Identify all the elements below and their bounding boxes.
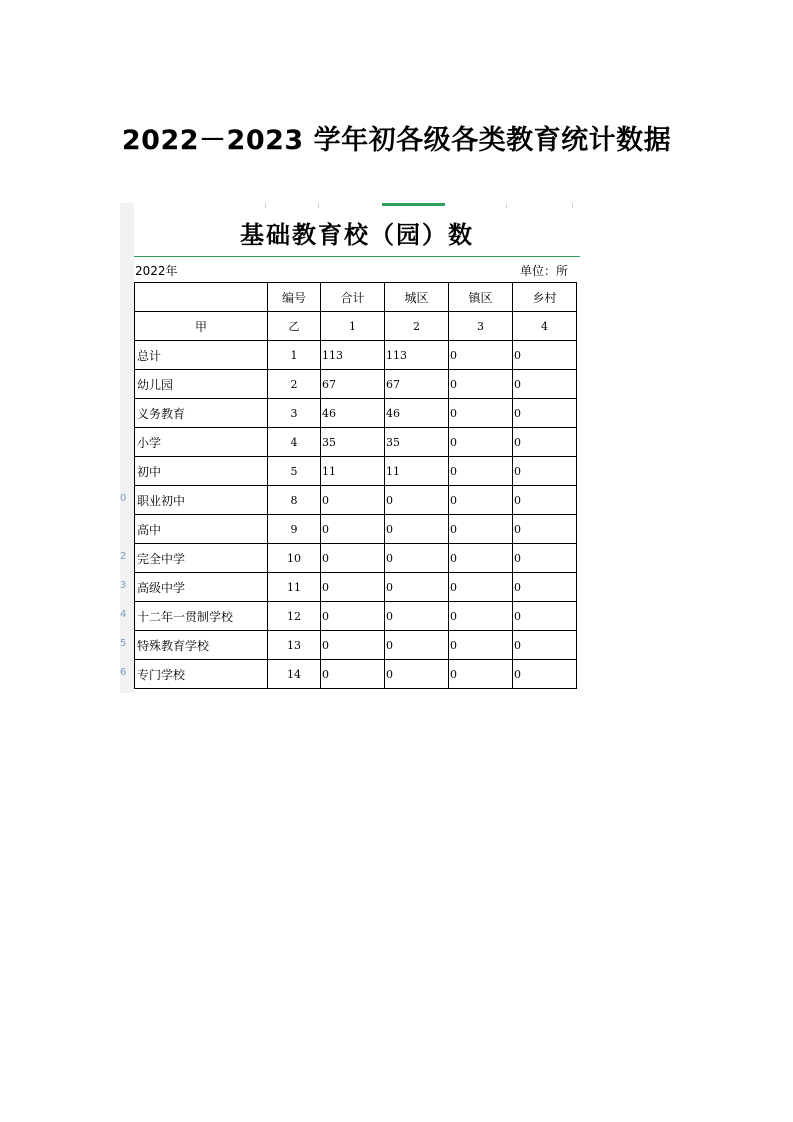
rural-cell: 0 bbox=[513, 515, 577, 544]
row-number-marker: 4 bbox=[120, 609, 127, 620]
active-cell-indicator bbox=[382, 203, 445, 206]
table-heading: 基础教育校（园）数 bbox=[240, 220, 474, 249]
table-header-row bbox=[135, 283, 577, 312]
town-cell: 0 bbox=[449, 573, 513, 602]
table-row bbox=[135, 370, 577, 399]
table-row bbox=[135, 544, 577, 573]
total-cell: 113 bbox=[321, 341, 385, 370]
total-cell: 0 bbox=[321, 486, 385, 515]
rural-cell: 0 bbox=[513, 370, 577, 399]
header-cell bbox=[135, 283, 268, 312]
total-cell: 11 bbox=[321, 457, 385, 486]
column-tick bbox=[506, 203, 507, 208]
town-cell: 0 bbox=[449, 399, 513, 428]
row-name-cell: 高中 bbox=[135, 515, 268, 544]
row-name-cell: 总计 bbox=[135, 341, 268, 370]
row-name-cell: 初中 bbox=[135, 457, 268, 486]
row-name-cell: 义务教育 bbox=[135, 399, 268, 428]
urban-cell: 67 bbox=[385, 370, 449, 399]
index-cell: 4 bbox=[513, 312, 577, 341]
total-cell: 0 bbox=[321, 544, 385, 573]
row-name-cell: 专门学校 bbox=[135, 660, 268, 689]
row-code-cell: 5 bbox=[268, 457, 321, 486]
rural-cell: 0 bbox=[513, 486, 577, 515]
row-code-cell: 4 bbox=[268, 428, 321, 457]
index-cell: 2 bbox=[385, 312, 449, 341]
header-cell: 乡村 bbox=[513, 283, 577, 312]
table-row bbox=[135, 399, 577, 428]
table-row bbox=[135, 515, 577, 544]
row-name-cell: 小学 bbox=[135, 428, 268, 457]
row-code-cell: 8 bbox=[268, 486, 321, 515]
year-label: 2022年 bbox=[135, 264, 178, 278]
rural-cell: 0 bbox=[513, 602, 577, 631]
table-row bbox=[135, 341, 577, 370]
total-cell: 67 bbox=[321, 370, 385, 399]
row-name-cell: 职业初中 bbox=[135, 486, 268, 515]
row-number-marker: 3 bbox=[120, 580, 127, 591]
total-cell: 0 bbox=[321, 660, 385, 689]
index-cell: 3 bbox=[449, 312, 513, 341]
row-code-cell: 2 bbox=[268, 370, 321, 399]
urban-cell: 0 bbox=[385, 631, 449, 660]
row-name-cell: 完全中学 bbox=[135, 544, 268, 573]
urban-cell: 113 bbox=[385, 341, 449, 370]
heading-underline bbox=[134, 256, 580, 257]
row-name-cell: 特殊教育学校 bbox=[135, 631, 268, 660]
total-cell: 0 bbox=[321, 573, 385, 602]
rural-cell: 0 bbox=[513, 428, 577, 457]
town-cell: 0 bbox=[449, 457, 513, 486]
table-row bbox=[135, 457, 577, 486]
rural-cell: 0 bbox=[513, 660, 577, 689]
table-row bbox=[135, 573, 577, 602]
row-code-cell: 9 bbox=[268, 515, 321, 544]
row-number-marker: 6 bbox=[120, 667, 127, 678]
urban-cell: 0 bbox=[385, 602, 449, 631]
column-tick bbox=[265, 203, 266, 208]
row-code-cell: 1 bbox=[268, 341, 321, 370]
table-index-row bbox=[135, 312, 577, 341]
rural-cell: 0 bbox=[513, 341, 577, 370]
urban-cell: 46 bbox=[385, 399, 449, 428]
total-cell: 0 bbox=[321, 631, 385, 660]
town-cell: 0 bbox=[449, 341, 513, 370]
urban-cell: 0 bbox=[385, 515, 449, 544]
town-cell: 0 bbox=[449, 486, 513, 515]
table-row bbox=[135, 428, 577, 457]
column-tick bbox=[572, 203, 573, 208]
row-code-cell: 3 bbox=[268, 399, 321, 428]
row-code-cell: 10 bbox=[268, 544, 321, 573]
rural-cell: 0 bbox=[513, 631, 577, 660]
table-row bbox=[135, 631, 577, 660]
spreadsheet-image bbox=[120, 203, 580, 693]
rural-cell: 0 bbox=[513, 544, 577, 573]
row-number-marker: 0 bbox=[120, 493, 127, 504]
town-cell: 0 bbox=[449, 631, 513, 660]
urban-cell: 11 bbox=[385, 457, 449, 486]
urban-cell: 35 bbox=[385, 428, 449, 457]
rural-cell: 0 bbox=[513, 457, 577, 486]
unit-label: 单位：所 bbox=[519, 264, 568, 278]
row-code-cell: 12 bbox=[268, 602, 321, 631]
column-tick bbox=[318, 203, 319, 208]
row-code-cell: 14 bbox=[268, 660, 321, 689]
index-cell: 甲 bbox=[135, 312, 268, 341]
town-cell: 0 bbox=[449, 544, 513, 573]
urban-cell: 0 bbox=[385, 573, 449, 602]
rural-cell: 0 bbox=[513, 573, 577, 602]
index-cell: 1 bbox=[321, 312, 385, 341]
header-cell: 编号 bbox=[268, 283, 321, 312]
town-cell: 0 bbox=[449, 515, 513, 544]
row-code-cell: 11 bbox=[268, 573, 321, 602]
row-code-cell: 13 bbox=[268, 631, 321, 660]
row-name-cell: 幼儿园 bbox=[135, 370, 268, 399]
urban-cell: 0 bbox=[385, 544, 449, 573]
index-cell: 乙 bbox=[268, 312, 321, 341]
total-cell: 35 bbox=[321, 428, 385, 457]
total-cell: 46 bbox=[321, 399, 385, 428]
header-cell: 城区 bbox=[385, 283, 449, 312]
total-cell: 0 bbox=[321, 515, 385, 544]
header-cell: 合计 bbox=[321, 283, 385, 312]
urban-cell: 0 bbox=[385, 486, 449, 515]
row-name-cell: 高级中学 bbox=[135, 573, 268, 602]
row-number-marker: 2 bbox=[120, 551, 127, 562]
town-cell: 0 bbox=[449, 660, 513, 689]
town-cell: 0 bbox=[449, 602, 513, 631]
total-cell: 0 bbox=[321, 602, 385, 631]
row-number-marker: 5 bbox=[120, 638, 127, 649]
page-title: 2022－2023 学年初各级各类教育统计数据 bbox=[121, 125, 672, 156]
school-count-table bbox=[134, 282, 577, 689]
header-cell: 镇区 bbox=[449, 283, 513, 312]
table-row bbox=[135, 660, 577, 689]
rural-cell: 0 bbox=[513, 399, 577, 428]
row-name-cell: 十二年一贯制学校 bbox=[135, 602, 268, 631]
table-row bbox=[135, 486, 577, 515]
table-row bbox=[135, 602, 577, 631]
urban-cell: 0 bbox=[385, 660, 449, 689]
town-cell: 0 bbox=[449, 370, 513, 399]
town-cell: 0 bbox=[449, 428, 513, 457]
